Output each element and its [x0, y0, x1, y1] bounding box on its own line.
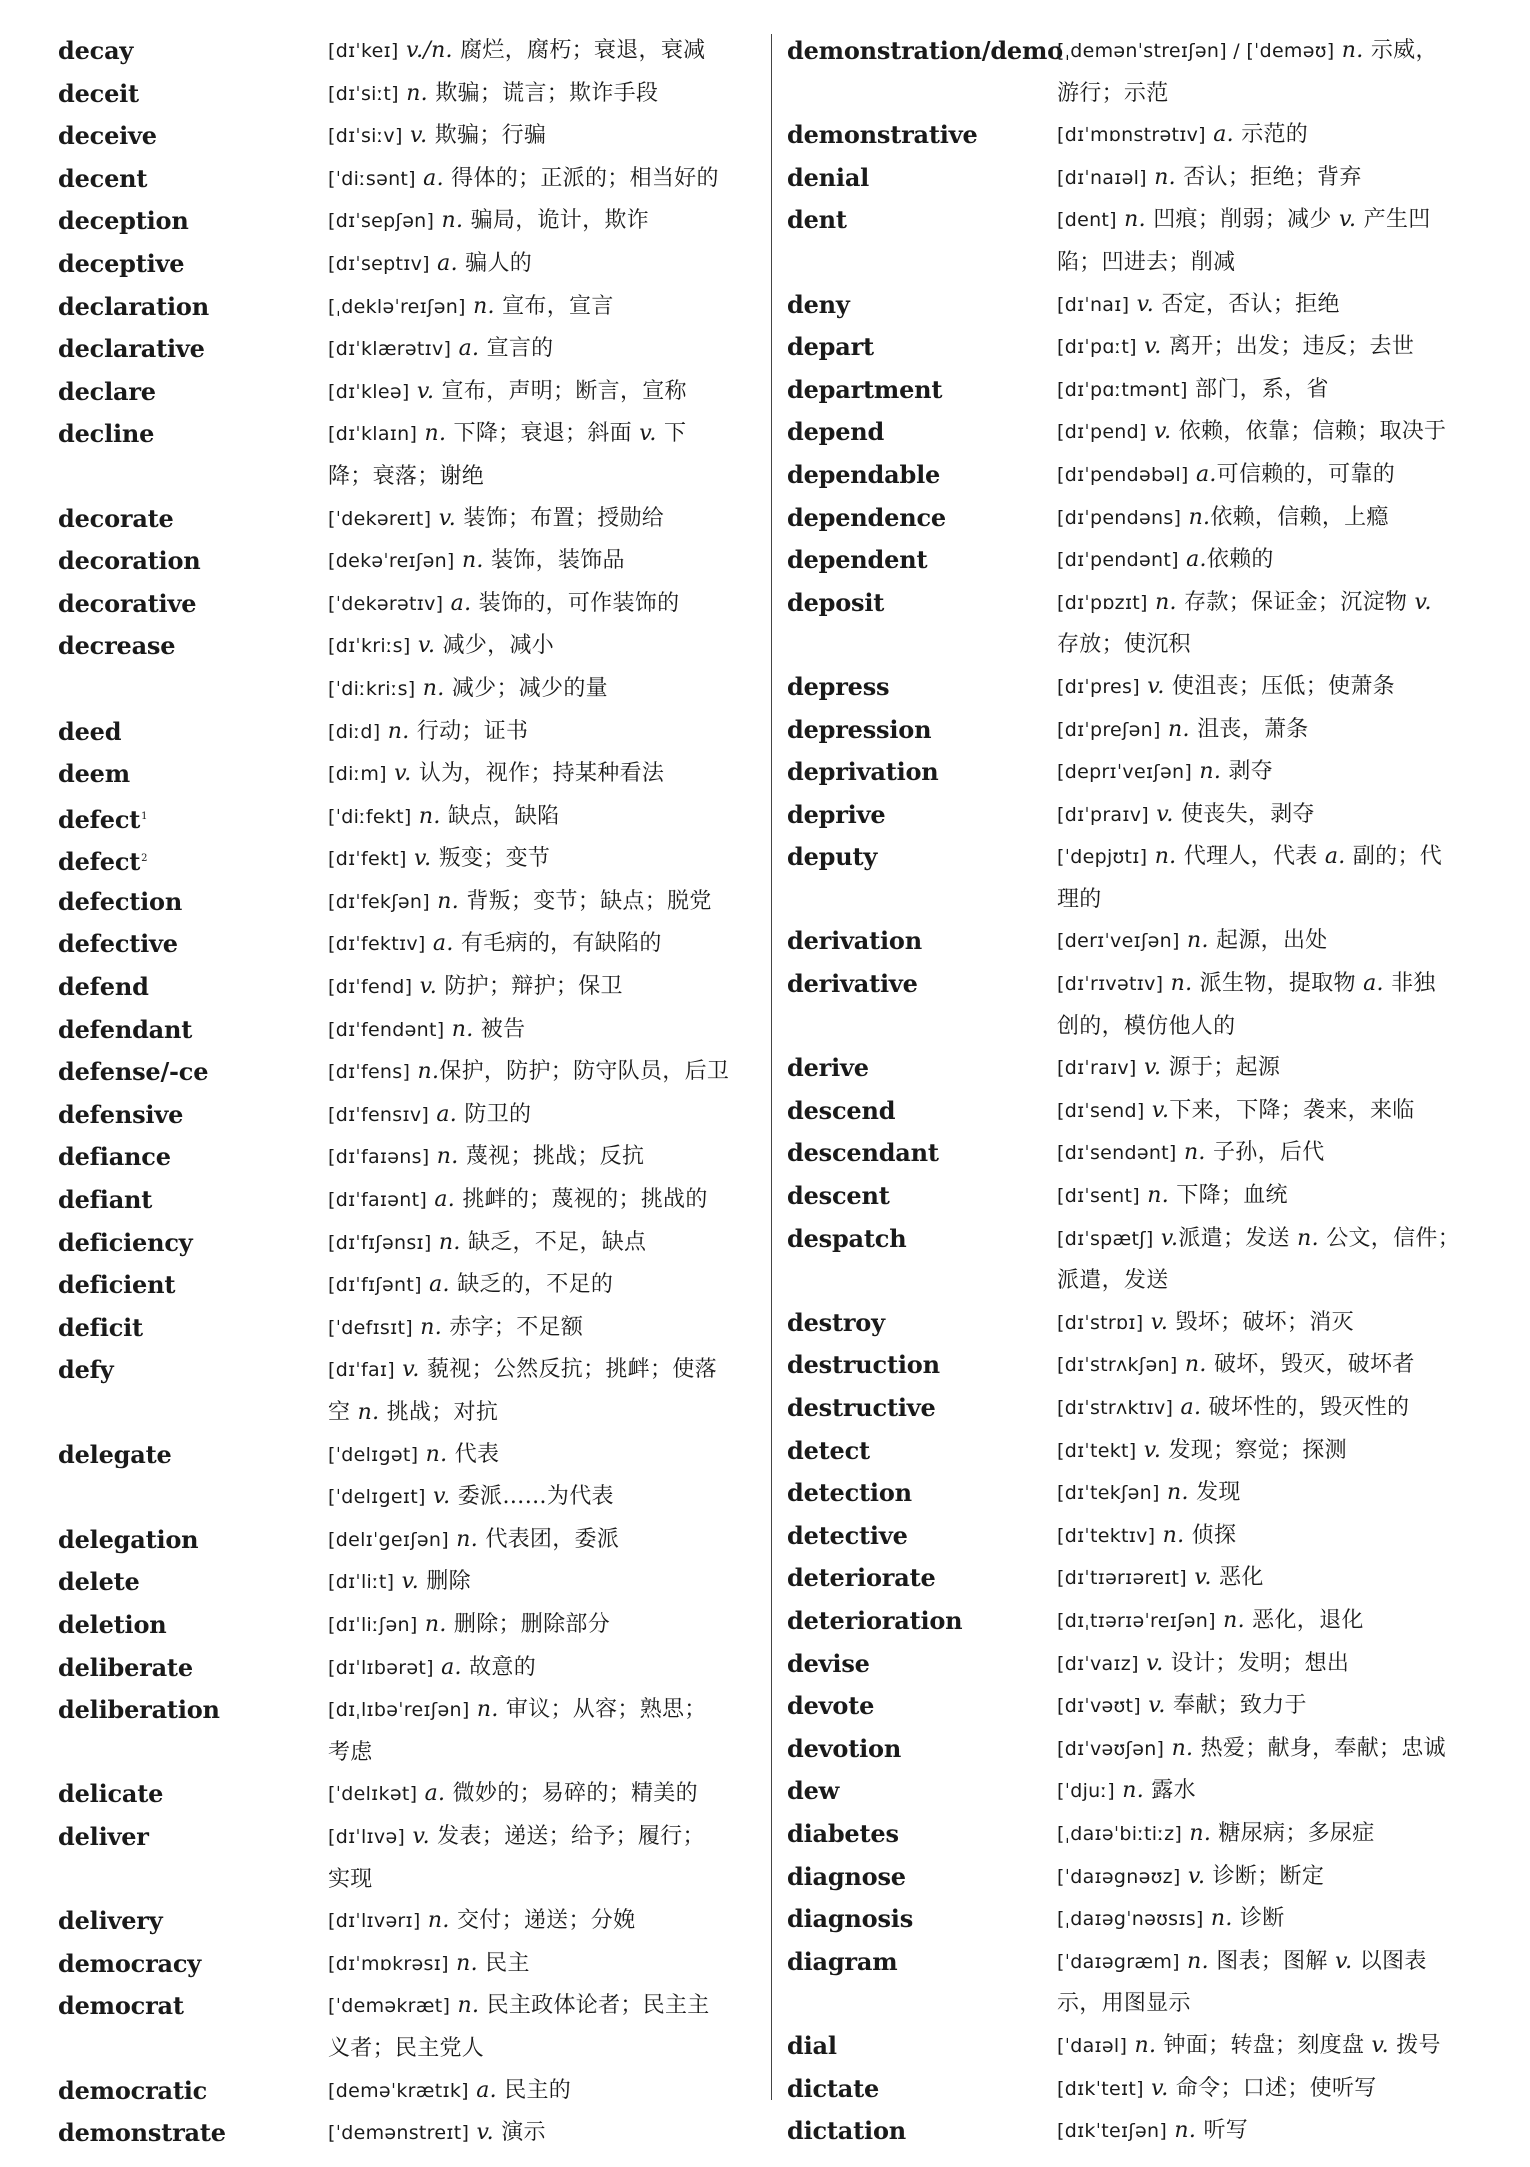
- dictionary-entry: [58, 711, 758, 754]
- definition-line: [ˈdaɪəl] n. 钟面；转盘；刻度盘 v. 拨号: [1057, 2032, 1441, 2058]
- definition-line: [dɪˈtektɪv] n. 侦探: [1057, 1522, 1237, 1548]
- definition-line: [dɪˈvaɪz] v. 设计；发明；想出: [1057, 1650, 1350, 1676]
- definition-line: [dɪˈrɪvətɪv] n. 派生物，提取物 a. 非独: [1057, 971, 1436, 997]
- headword: defective: [58, 929, 178, 959]
- dictionary-entry: [787, 369, 1487, 412]
- definition-line: [diːd] n. 行动；证书: [328, 718, 529, 744]
- dictionary-entry: [58, 1773, 758, 1816]
- headword: decay: [58, 36, 134, 65]
- dictionary-entry: [58, 881, 758, 924]
- dictionary-entry: [58, 753, 758, 796]
- definition-line: [ˌdekləˈreɪʃən] n. 宣布，宣言: [328, 293, 614, 319]
- definition-line: [dɪˈfend] v. 防护；辩护；保卫: [328, 974, 623, 1000]
- headword: deed: [58, 716, 122, 746]
- definition-line: 考虑: [328, 1739, 373, 1765]
- dictionary-entry: [58, 158, 758, 201]
- headword: destruction: [787, 1350, 940, 1380]
- dictionary-entry: [58, 1647, 758, 1690]
- dictionary-entry: [787, 2025, 1487, 2068]
- definition-line: [dɪˈstrɒɪ] v. 毁坏；破坏；消灭: [1057, 1309, 1354, 1335]
- definition-line: [dent] n. 凹痕；削弱；减少 v. 产生凹: [1057, 207, 1431, 233]
- definition-line: [dɪˈklaɪn] n. 下降；衰退；斜面 v. 下: [328, 421, 687, 447]
- dictionary-entry: [787, 411, 1487, 454]
- headword: defect$^2$: [58, 847, 148, 877]
- dictionary-entry: [787, 157, 1487, 200]
- dictionary-entry: [787, 326, 1487, 369]
- definition-line: [dɪˈsendənt] n. 子孙，后代: [1057, 1140, 1325, 1166]
- dictionary-entry: [787, 30, 1487, 114]
- dictionary-entry: [58, 1689, 758, 1773]
- headword: defiance: [58, 1142, 171, 1172]
- dictionary-entry: [787, 539, 1487, 582]
- headword: deliver: [58, 1821, 149, 1851]
- dictionary-entry: [787, 751, 1487, 794]
- dictionary-entry: [58, 498, 758, 541]
- dictionary-entry: [787, 1898, 1487, 1941]
- headword: delivery: [58, 1906, 163, 1936]
- headword: decent: [58, 163, 148, 193]
- headword: deliberate: [58, 1652, 193, 1682]
- headword: deprivation: [787, 757, 939, 787]
- dictionary-entry: [787, 1090, 1487, 1133]
- definition-line: [derɪˈveɪʃən] n. 起源，出处: [1057, 928, 1328, 954]
- headword: deteriorate: [787, 1563, 936, 1593]
- dictionary-entry: [58, 1009, 758, 1052]
- headword: destructive: [787, 1393, 936, 1422]
- definition-line: [dɪˈpres] v. 使沮丧；压低；使萧条: [1057, 673, 1395, 699]
- left-column: [58, 30, 758, 2155]
- definition-line: 创的，模仿他人的: [1057, 1013, 1236, 1039]
- definition-line: [dɪˈtekt] v. 发现；察觉；探测: [1057, 1437, 1347, 1463]
- dictionary-entry: [58, 286, 758, 329]
- dictionary-entry: [787, 497, 1487, 540]
- definition-line: [dɪˈklærətɪv] a. 宣言的: [328, 336, 554, 362]
- homograph-number: 1: [141, 810, 148, 822]
- headword: decorate: [58, 503, 174, 533]
- headword: descendant: [787, 1138, 939, 1168]
- dictionary-entry: [58, 625, 758, 710]
- definition-line: [dɪˈliːt] v. 删除: [328, 1569, 471, 1595]
- definition-line: [dekəˈreɪʃən] n. 装饰，装饰品: [328, 548, 625, 574]
- headword: devise: [787, 1648, 870, 1678]
- dictionary-entry: [787, 1344, 1487, 1387]
- definition-line: [ˈdekərətɪv] a. 装饰的，可作装饰的: [328, 590, 680, 616]
- definition-line: [dɪˈspætʃ] v.派遣；发送 n. 公文，信件；: [1057, 1225, 1460, 1251]
- definition-line: [deməˈkrætɪk] a. 民主的: [328, 2077, 572, 2103]
- definition-line: [ˈdiːsənt] a. 得体的；正派的；相当好的: [328, 165, 719, 191]
- definition-line: [ˈdjuː] n. 露水: [1057, 1778, 1196, 1804]
- headword: diabetes: [787, 1818, 899, 1848]
- headword: dent: [787, 205, 847, 235]
- headword: depart: [787, 332, 874, 362]
- definition-line: 游行；示范: [1057, 80, 1169, 106]
- definition-line: [ˌdemənˈstreɪʃən] / [ˈdeməʊ] n. 示威，: [1057, 38, 1438, 63]
- definition-line: 派遣，发送: [1057, 1268, 1169, 1294]
- dictionary-entry: [58, 1985, 758, 2069]
- dictionary-entry: [58, 243, 758, 286]
- definition-line: [dɪˈliːʃən] n. 删除；删除部分: [328, 1611, 611, 1637]
- dictionary-entry: [787, 199, 1487, 283]
- dictionary-entry: [787, 1515, 1487, 1558]
- definition-line: [dɪˈsend] v.下来，下降；袭来，来临: [1057, 1097, 1415, 1123]
- definition-line: [dɪˈmɒnstrətɪv] a. 示范的: [1057, 122, 1309, 148]
- headword: detection: [787, 1478, 912, 1508]
- definition-line: [ˈdelɪgət] n. 代表: [328, 1441, 500, 1467]
- dictionary-entry: [787, 1856, 1487, 1899]
- dictionary-entry: [787, 1643, 1487, 1686]
- definition-line: [dɪˈpendəbəl] a.可信赖的，可靠的: [1057, 461, 1396, 487]
- dictionary-entry: [58, 1349, 758, 1433]
- definition-line: 空 n. 挑战；对抗: [328, 1400, 499, 1425]
- dictionary-entry: [58, 540, 758, 583]
- definition-line: 存放；使沉积: [1057, 632, 1191, 658]
- definition-line: [ˈdaɪəgnəʊz] v. 诊断；断定: [1057, 1863, 1325, 1889]
- headword: deceptive: [58, 248, 185, 278]
- dictionary-entry: [787, 582, 1487, 666]
- headword: dew: [787, 1776, 840, 1806]
- definition-line: [dɪˈvəʊʃən] n. 热爱；献身，奉献；忠诚: [1057, 1735, 1446, 1761]
- headword: defiant: [58, 1185, 153, 1215]
- definition-line: [dɪˈpendəns] n.依赖，信赖，上瘾: [1057, 504, 1389, 530]
- definition-line: [ˈdiːfekt] n. 缺点，缺陷: [328, 803, 560, 829]
- dictionary-entry: [787, 794, 1487, 837]
- dictionary-entry: [58, 1094, 758, 1137]
- headword: devote: [787, 1691, 875, 1721]
- headword: delegation: [58, 1524, 199, 1554]
- definition-line: [dɪˈfekʃən] n. 背叛；变节；缺点；脱党: [328, 888, 712, 914]
- headword: declare: [58, 376, 156, 406]
- definition-line: [dɪˈfendənt] n. 被告: [328, 1016, 526, 1042]
- definition-line: [ˈdiːkriːs] n. 减少；减少的量: [328, 675, 608, 701]
- definition-line: [dɪˈlɪvə] v. 发表；递送；给予；履行；: [328, 1823, 705, 1849]
- dictionary-entry: [58, 1943, 758, 1986]
- definition-line: [ˈdepjʊtɪ] n. 代理人，代表 a. 副的；代: [1057, 844, 1443, 870]
- definition-line: [dɪˈpendənt] a.依赖的: [1057, 547, 1274, 573]
- headword: derivative: [787, 969, 918, 999]
- definition-line: [dɪˈpreʃən] n. 沮丧，萧条: [1057, 716, 1309, 742]
- headword: deem: [58, 759, 130, 789]
- headword: decline: [58, 419, 155, 449]
- dictionary-entry: [58, 2070, 758, 2113]
- dictionary-entry: [58, 796, 758, 839]
- definition-line: [ˈdekəreɪt] v. 装饰；布置；授勋给: [328, 505, 665, 531]
- definition-line: [dɪˌlɪbəˈreɪʃən] n. 审议；从容；熟思；: [328, 1697, 707, 1723]
- definition-line: [ˌdaɪəˈbiːtiːz] n. 糖尿病；多尿症: [1057, 1820, 1375, 1846]
- dictionary-entry: [787, 114, 1487, 157]
- definition-line: [dɪˈnaɪ] v. 否定，否认；拒绝: [1057, 291, 1340, 317]
- definition-line: 降；衰落；谢绝: [328, 463, 485, 489]
- headword: declaration: [58, 291, 209, 321]
- dictionary-entry: [58, 115, 758, 158]
- headword: deterioration: [787, 1605, 963, 1635]
- dictionary-entry: [787, 454, 1487, 497]
- dictionary-entry: [787, 666, 1487, 709]
- headword: defy: [58, 1355, 114, 1385]
- headword: deficient: [58, 1270, 176, 1300]
- headword: deny: [787, 289, 850, 319]
- definition-line: [dɪˈmɒkrəsɪ] n. 民主: [328, 1950, 530, 1976]
- definition-line: [dɪˈfaɪəns] n. 蔑视；挑战；反抗: [328, 1144, 645, 1170]
- dictionary-entry: [787, 1813, 1487, 1856]
- headword: depend: [787, 417, 885, 447]
- dictionary-entry: [787, 1132, 1487, 1175]
- definition-line: [dɪˈvəʊt] v. 奉献；致力于: [1057, 1693, 1307, 1719]
- definition-line: [diːm] v. 认为，视作；持某种看法: [328, 761, 665, 787]
- definition-line: [dɪˈstrʌkʃən] n. 破坏，毁灭，破坏者: [1057, 1352, 1415, 1378]
- headword: decoration: [58, 546, 201, 576]
- dictionary-entry: [787, 1047, 1487, 1090]
- headword: dictation: [787, 2116, 907, 2146]
- dictionary-entry: [787, 2110, 1487, 2153]
- definition-line: [ˈdefɪsɪt] n. 赤字；不足额: [328, 1314, 584, 1340]
- definition-line: [ˌdaɪəgˈnəʊsɪs] n. 诊断: [1057, 1906, 1285, 1932]
- definition-line: [dɪkˈteɪt] v. 命令；口述；使听写: [1057, 2075, 1377, 2101]
- definition-line: [dɪkˈteɪʃən] n. 听写: [1057, 2118, 1249, 2144]
- definition-line: [dɪˈkleə] v. 宣布，声明；断言，宣称: [328, 378, 687, 404]
- dictionary-entry: [787, 284, 1487, 327]
- headword: defensive: [58, 1099, 184, 1129]
- headword: democracy: [58, 1948, 202, 1978]
- definition-line: [dɪˈsepʃən] n. 骗局，诡计，欺诈: [328, 208, 649, 234]
- dictionary-entry: [58, 1434, 758, 1519]
- dictionary-entry: [787, 1387, 1487, 1430]
- dictionary-entry: [58, 413, 758, 497]
- dictionary-entry: [58, 838, 758, 881]
- right-column: [787, 30, 1487, 2153]
- definition-line: [ˈdeməkræt] n. 民主政体论者；民主主: [328, 1993, 710, 2019]
- headword: descend: [787, 1095, 896, 1125]
- definition-line: [dɪˈtekʃən] n. 发现: [1057, 1480, 1241, 1506]
- dictionary-entry: [58, 1051, 758, 1094]
- definition-line: [ˈdemənstreɪt] v. 演示: [328, 2120, 546, 2146]
- definition-line: 示，用图显示: [1057, 1991, 1191, 2017]
- definition-line: [dɪˈfens] n.保护，防护；防守队员，后卫: [328, 1059, 730, 1085]
- headword: defense/-ce: [58, 1057, 209, 1087]
- dictionary-entry: [787, 920, 1487, 963]
- headword: dependent: [787, 545, 928, 575]
- column-divider: [771, 34, 772, 2100]
- headword: deficit: [58, 1312, 143, 1342]
- headword: defect$^1$: [58, 804, 148, 834]
- headword: delicate: [58, 1779, 164, 1809]
- headword: dictate: [787, 2073, 880, 2103]
- definition-line: 义者；民主党人: [328, 2035, 485, 2061]
- headword: deceive: [58, 121, 157, 151]
- definition-line: [dɪˈfensɪv] a. 防卫的: [328, 1101, 532, 1127]
- definition-line: 陷；凹进去；削减: [1057, 249, 1236, 275]
- headword: diagnosis: [787, 1904, 914, 1934]
- headword: declarative: [58, 334, 205, 364]
- definition-line: [dɪˈtɪərɪəreɪt] v. 恶化: [1057, 1565, 1264, 1591]
- definition-line: [dɪˈpɒzɪt] n. 存款；保证金；沉淀物 v.: [1057, 589, 1432, 615]
- dictionary-entry: [787, 1557, 1487, 1600]
- dictionary-entry: [58, 1900, 758, 1943]
- headword: detect: [787, 1435, 870, 1465]
- dictionary-entry: [787, 1175, 1487, 1218]
- headword: department: [787, 374, 943, 404]
- dictionary-entry: [787, 1770, 1487, 1813]
- definition-line: [dɪˈfaɪ] v. 藐视；公然反抗；挑衅；使落: [328, 1357, 717, 1383]
- definition-line: [dɪˈfɪʃənt] a. 缺乏的，不足的: [328, 1272, 614, 1298]
- definition-line: [dɪˈfaɪənt] a. 挑衅的；蔑视的；挑战的: [328, 1187, 708, 1213]
- headword: depression: [787, 714, 932, 744]
- dictionary-entry: [787, 1218, 1487, 1302]
- dictionary-entry: [787, 1941, 1487, 2025]
- headword: defend: [58, 972, 149, 1002]
- definition-line: [dɪˈpɑːt] v. 离开；出发；违反；去世: [1057, 334, 1415, 360]
- dictionary-entry: [787, 2068, 1487, 2111]
- definition-line: [delɪˈgeɪʃən] n. 代表团，委派: [328, 1526, 620, 1552]
- dictionary-entry: [58, 328, 758, 371]
- dictionary-entry: [58, 1561, 758, 1604]
- dictionary-entry: [787, 709, 1487, 752]
- headword: detective: [787, 1520, 908, 1550]
- definition-line: [ˈdelɪkət] a. 微妙的；易碎的；精美的: [328, 1781, 698, 1807]
- dictionary-entry: [787, 1600, 1487, 1643]
- headword: demonstrate: [58, 2118, 226, 2148]
- headword: democratic: [58, 2075, 208, 2105]
- headword: dependable: [787, 459, 941, 489]
- homograph-number: 2: [141, 853, 148, 865]
- dictionary-entry: [58, 1519, 758, 1562]
- headword: democrat: [58, 1991, 184, 2021]
- definition-line: [ˈdaɪəgræm] n. 图表；图解 v. 以图表: [1057, 1948, 1427, 1974]
- headword: derive: [787, 1053, 869, 1083]
- headword: depress: [787, 671, 890, 701]
- definition-line: [dɪˈfekt] v. 叛变；变节: [328, 846, 551, 872]
- definition-line: [deprɪˈveɪʃən] n. 剥夺: [1057, 759, 1274, 785]
- headword: dependence: [787, 502, 946, 532]
- dictionary-entry: [58, 966, 758, 1009]
- headword: deposit: [787, 587, 885, 617]
- definition-line: [dɪˈsiːv] v. 欺骗；行骗: [328, 123, 547, 149]
- headword: deprive: [787, 799, 886, 829]
- definition-line: [dɪˈsiːt] n. 欺骗；谎言；欺诈手段: [328, 80, 659, 106]
- dictionary-entry: [58, 1179, 758, 1222]
- dictionary-entry: [58, 1307, 758, 1350]
- definition-line: [dɪˈpend] v. 依赖，依靠；信赖；取决于: [1057, 419, 1447, 445]
- dictionary-entry: [787, 836, 1487, 920]
- headword: deception: [58, 206, 189, 236]
- definition-line: [dɪˈseptɪv] a. 骗人的: [328, 250, 533, 276]
- dictionary-entry: [787, 963, 1487, 1047]
- headword: decorative: [58, 588, 197, 618]
- headword: derivation: [787, 926, 922, 956]
- headword: descent: [787, 1181, 890, 1211]
- definition-line: 理的: [1057, 886, 1102, 912]
- headword: despatch: [787, 1223, 907, 1253]
- dictionary-entry: [58, 583, 758, 626]
- definition-line: [dɪˈsent] n. 下降；血统: [1057, 1183, 1288, 1209]
- dictionary-entry: [58, 923, 758, 966]
- definition-line: [dɪˌtɪərɪəˈreɪʃən] n. 恶化，退化: [1057, 1607, 1364, 1633]
- headword: deletion: [58, 1609, 167, 1639]
- dictionary-entry: [787, 1430, 1487, 1473]
- definition-line: [dɪˈkeɪ] v./n. 腐烂，腐朽；衰退，衰减: [328, 38, 706, 63]
- dictionary-entry: [58, 200, 758, 243]
- headword: defendant: [58, 1014, 193, 1044]
- dictionary-entry: [58, 1264, 758, 1307]
- dictionary-entry: [58, 1222, 758, 1265]
- headword: demonstrative: [787, 120, 978, 150]
- headword: delegate: [58, 1439, 172, 1469]
- dictionary-entry: [787, 1728, 1487, 1771]
- definition-line: [dɪˈkriːs] v. 减少，减小: [328, 633, 555, 659]
- dictionary-entry: [58, 2112, 758, 2155]
- headword: destroy: [787, 1307, 885, 1337]
- definition-line: [dɪˈfɪʃənsɪ] n. 缺乏，不足，缺点: [328, 1229, 647, 1255]
- dictionary-entry: [58, 1136, 758, 1179]
- headword: diagram: [787, 1946, 898, 1976]
- definition-line: [ˈdelɪgeɪt] v. 委派……为代表: [328, 1484, 614, 1510]
- headword: deceit: [58, 78, 139, 108]
- headword: denial: [787, 162, 870, 192]
- definition-line: [dɪˈnaɪəl] n. 否认；拒绝；背弃: [1057, 164, 1362, 190]
- dictionary-entry: [58, 30, 758, 73]
- dictionary-entry: [58, 1604, 758, 1647]
- headword: deficiency: [58, 1227, 193, 1257]
- headword: decrease: [58, 631, 176, 661]
- definition-line: [dɪˈlɪbərət] a. 故意的: [328, 1654, 537, 1680]
- dictionary-entry: [787, 1685, 1487, 1728]
- headword: diagnose: [787, 1861, 906, 1891]
- definition-line: [dɪˈfektɪv] a. 有毛病的，有缺陷的: [328, 931, 662, 957]
- definition-line: [dɪˈraɪv] v. 源于；起源: [1057, 1055, 1281, 1081]
- dictionary-entry: [58, 73, 758, 116]
- definition-line: [dɪˈstrʌktɪv] a. 破坏性的，毁灭性的: [1057, 1395, 1410, 1420]
- headword: dial: [787, 2030, 837, 2060]
- dictionary-entry: [58, 1816, 758, 1900]
- definition-line: [dɪˈpraɪv] v. 使丧失，剥夺: [1057, 801, 1315, 827]
- headword: delete: [58, 1567, 140, 1597]
- headword: deputy: [787, 842, 878, 872]
- definition-line: [dɪˈlɪvərɪ] n. 交付；递送；分娩: [328, 1908, 636, 1934]
- dictionary-entry: [787, 1302, 1487, 1345]
- headword: demonstration/demo: [787, 36, 1063, 65]
- headword: defection: [58, 886, 183, 916]
- headword: deliberation: [58, 1695, 220, 1725]
- definition-line: [dɪˈpɑːtmənt] 部门，系，省: [1057, 376, 1329, 402]
- definition-line: 实现: [328, 1866, 373, 1892]
- dictionary-entry: [787, 1472, 1487, 1515]
- headword: devotion: [787, 1733, 902, 1763]
- dictionary-entry: [58, 371, 758, 414]
